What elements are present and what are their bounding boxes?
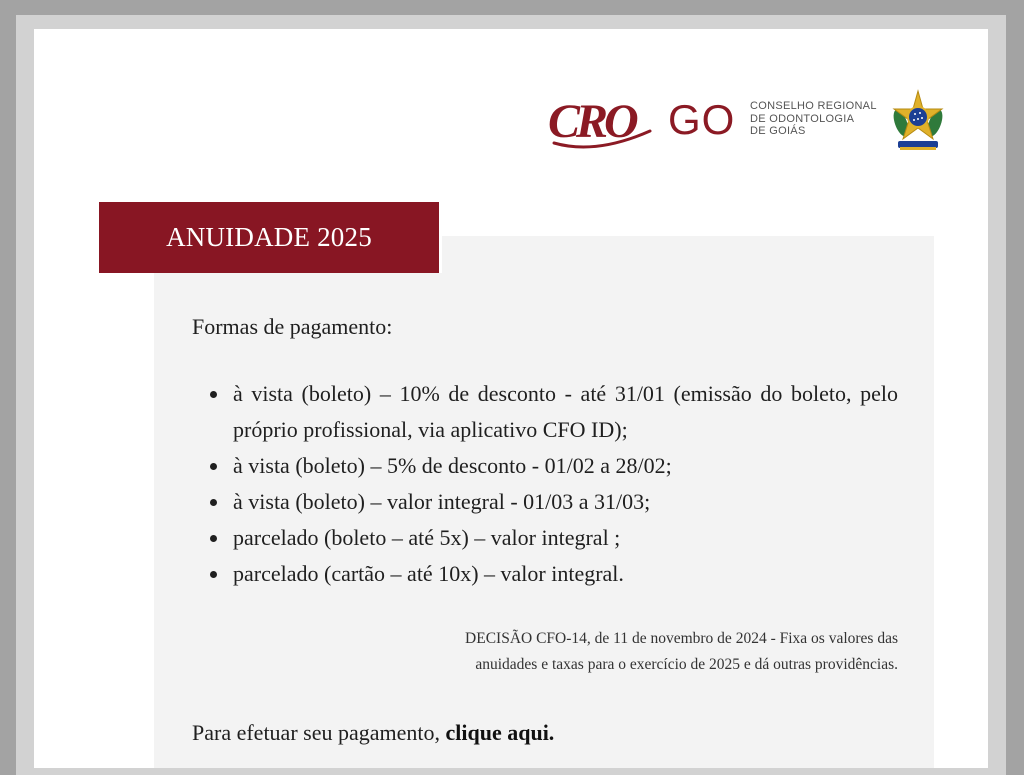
decision-line: DECISÃO CFO-14, de 11 de novembro de 2024 - Fixa os valores das: [465, 630, 898, 647]
bullet-icon: [210, 499, 217, 506]
logo-org-line: DE ODONTOLOGIA: [750, 112, 855, 125]
page-title: ANUIDADE 2025: [166, 222, 372, 252]
payment-call-to-action: [192, 720, 554, 746]
content-card: [154, 236, 934, 768]
bullet-icon: [210, 391, 217, 398]
title-banner: [99, 202, 439, 273]
logo-org-line: DE GOIÁS: [750, 125, 806, 137]
payment-options-list: [192, 376, 898, 592]
bullet-icon: [210, 463, 217, 470]
announcement-page: [34, 29, 988, 768]
payment-option-text: parcelado (boleto – até 5x) – valor integral ;: [233, 525, 621, 550]
payment-methods-heading: Formas de pagamento:: [192, 314, 393, 339]
list-item: [192, 376, 898, 448]
bullet-icon: [210, 535, 217, 542]
bullet-icon: [210, 571, 217, 578]
brazil-coat-of-arms-icon: [888, 89, 948, 153]
payment-option-text: à vista (boleto) – 5% de desconto - 01/02 a 28/02;: [233, 453, 672, 478]
payment-option-text: parcelado (cartão – até 10x) – valor integral.: [233, 561, 624, 586]
list-item: [192, 556, 898, 592]
payment-option-text: à vista (boleto) – 10% de desconto - até 31/01 (emissão do boleto, pelo próprio profissional, via aplicativo CFO ID);: [233, 381, 898, 442]
logo-org-line: CONSELHO REGIONAL: [750, 100, 877, 112]
payment-prefix-text: Para efetuar seu pagamento,: [192, 720, 446, 745]
list-item: [192, 448, 898, 484]
pay-here-link[interactable]: clique aqui.: [445, 720, 555, 745]
cro-logo-mark: [546, 93, 658, 153]
decision-note: [394, 626, 898, 678]
cro-logo-lettering: CRO: [548, 95, 635, 148]
logo-go-text: GO: [668, 96, 736, 143]
decision-line: anuidades e taxas para o exercício de 2025 e dá outras providências.: [475, 656, 898, 673]
payment-option-text: à vista (boleto) – valor integral - 01/03 a 31/03;: [233, 489, 651, 514]
list-item: [192, 520, 898, 556]
list-item: [192, 484, 898, 520]
logo-org-name: [750, 100, 890, 138]
